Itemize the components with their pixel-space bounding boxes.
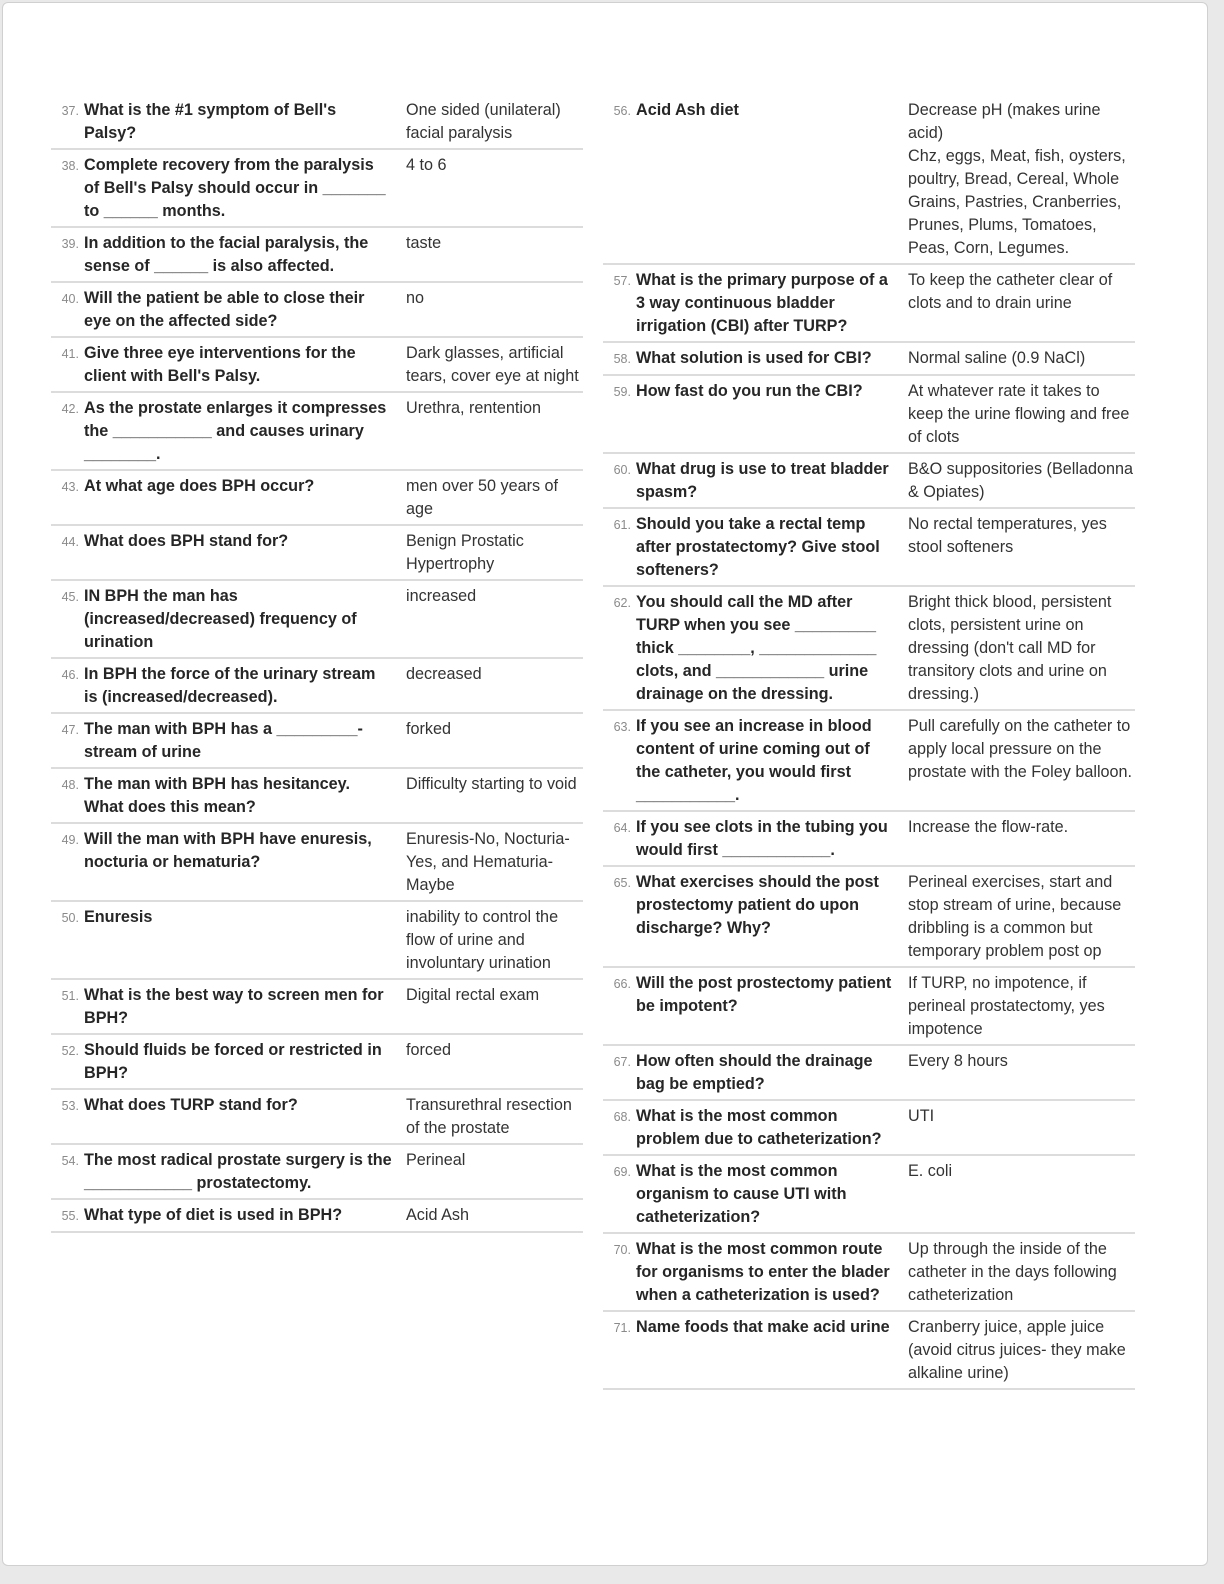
card-number: 68. — [613, 1110, 631, 1124]
card-answer-line: Pull carefully on the catheter to apply local pressure on the prostate with the Foley balloon. — [908, 717, 1133, 781]
card-answer — [406, 906, 583, 975]
card-question: Give three eye interventions for the client with Bell's Palsy. — [84, 344, 356, 385]
card-number: 51. — [61, 989, 79, 1003]
card-question: Will the man with BPH have enuresis, nocturia or hematuria? — [84, 830, 372, 871]
card-answer — [406, 1204, 583, 1228]
card-question: IN BPH the man has (increased/decreased) frequency of urination — [84, 587, 357, 651]
flashcard-row — [51, 95, 583, 150]
card-answer — [406, 1094, 583, 1140]
card-answer — [908, 816, 1135, 862]
card-answer-line: UTI — [908, 1107, 935, 1125]
card-answer-line: Increase the flow-rate. — [908, 818, 1069, 836]
card-answer-line: forced — [406, 1041, 451, 1059]
card-question: In addition to the facial paralysis, the sense of ______ is also affected. — [84, 234, 369, 275]
card-question: Should you take a rectal temp after prostatectomy? Give stool softeners? — [636, 515, 880, 579]
card-answer-line: decreased — [406, 665, 482, 683]
card-number: 54. — [61, 1154, 79, 1168]
card-number: 55. — [61, 1209, 79, 1223]
card-number: 46. — [61, 668, 79, 682]
card-question: Acid Ash diet — [636, 101, 739, 119]
flashcard-page — [2, 2, 1208, 1566]
card-answer-line: E. coli — [908, 1162, 953, 1180]
card-question: The man with BPH has hesitancey. What does this mean? — [84, 775, 350, 816]
card-number: 67. — [613, 1055, 631, 1069]
card-number: 62. — [613, 596, 631, 610]
card-number: 41. — [61, 347, 79, 361]
left-column — [51, 95, 583, 1233]
card-number: 71. — [613, 1321, 631, 1335]
card-answer — [406, 663, 583, 709]
card-question: What is the primary purpose of a 3 way continuous bladder irrigation (CBI) after TURP? — [636, 271, 888, 335]
card-answer — [908, 269, 1135, 338]
flashcard-row — [51, 1035, 583, 1090]
card-number: 57. — [613, 274, 631, 288]
flashcard-row — [51, 902, 583, 980]
card-number: 37. — [61, 104, 79, 118]
card-question: What solution is used for CBI? — [636, 349, 872, 367]
card-answer-line: Perineal exercises, start and stop stream of urine, because dribbling is a common but temporary problem post op — [908, 873, 1122, 960]
card-answer-line: inability to control the flow of urine and involuntary urination — [406, 908, 559, 972]
card-answer — [406, 530, 583, 576]
card-number: 64. — [613, 821, 631, 835]
card-number: 40. — [61, 292, 79, 306]
card-number: 63. — [613, 720, 631, 734]
card-answer — [406, 1039, 583, 1085]
flashcard-row — [51, 714, 583, 769]
card-question: What is the most common route for organisms to enter the blader when a catheterization is used? — [636, 1240, 890, 1304]
card-question: In BPH the force of the urinary stream is (increased/decreased). — [84, 665, 376, 706]
card-question: As the prostate enlarges it compresses the ___________ and causes urinary ________. — [84, 399, 387, 463]
card-question: What type of diet is used in BPH? — [84, 1206, 343, 1224]
card-question: What does BPH stand for? — [84, 532, 289, 550]
card-number: 61. — [613, 518, 631, 532]
card-answer — [908, 1316, 1135, 1385]
card-answer — [908, 1160, 1135, 1229]
card-answer — [406, 718, 583, 764]
card-answer-line: men over 50 years of age — [406, 477, 559, 518]
flashcard-row — [603, 711, 1135, 812]
card-number: 52. — [61, 1044, 79, 1058]
card-number: 43. — [61, 480, 79, 494]
card-answer-line: Chz, eggs, Meat, fish, oysters, poultry, Bread, Cereal, Whole Grains, Pastries, Cranberries, Prunes, Plums, Tomatoes, Peas, Corn, Legumes. — [908, 147, 1126, 257]
card-number: 38. — [61, 159, 79, 173]
card-question: What is the most common organism to cause UTI with catheterization? — [636, 1162, 847, 1226]
flashcard-row — [51, 526, 583, 581]
flashcard-row — [603, 1156, 1135, 1234]
flashcard-row — [603, 1046, 1135, 1101]
flashcard-row — [603, 95, 1135, 265]
card-answer — [908, 871, 1135, 963]
card-answer-line: Up through the inside of the catheter in the days following catheterization — [908, 1240, 1117, 1304]
card-answer-line: Every 8 hours — [908, 1052, 1008, 1070]
card-answer — [406, 585, 583, 654]
card-answer-line: Digital rectal exam — [406, 986, 540, 1004]
flashcard-row — [51, 471, 583, 526]
flashcard-row — [603, 587, 1135, 711]
flashcard-row — [603, 812, 1135, 867]
card-answer-line: Urethra, rentention — [406, 399, 541, 417]
card-number: 45. — [61, 590, 79, 604]
card-answer-line: forked — [406, 720, 451, 738]
card-question: What does TURP stand for? — [84, 1096, 298, 1114]
card-number: 48. — [61, 778, 79, 792]
card-question: If you see clots in the tubing you would first ____________. — [636, 818, 888, 859]
flashcard-row — [603, 968, 1135, 1046]
card-answer — [406, 773, 583, 819]
card-answer — [908, 1050, 1135, 1096]
card-question: At what age does BPH occur? — [84, 477, 315, 495]
card-number: 53. — [61, 1099, 79, 1113]
card-answer — [406, 287, 583, 333]
card-answer-line: Transurethral resection of the prostate — [406, 1096, 572, 1137]
card-answer-line: If TURP, no impotence, if perineal prostatectomy, yes impotence — [908, 974, 1105, 1038]
card-question: The most radical prostate surgery is the ____________ prostatectomy. — [84, 1151, 392, 1192]
card-question: How fast do you run the CBI? — [636, 382, 863, 400]
card-question: How often should the drainage bag be emptied? — [636, 1052, 873, 1093]
card-answer — [908, 1105, 1135, 1151]
card-number: 66. — [613, 977, 631, 991]
card-answer-line: Dark glasses, artificial tears, cover eye at night — [406, 344, 579, 385]
flashcard-row — [603, 1101, 1135, 1156]
flashcard-row — [51, 393, 583, 471]
card-answer-line: B&O suppositories (Belladonna & Opiates) — [908, 460, 1133, 501]
card-number: 49. — [61, 833, 79, 847]
card-question: What is the #1 symptom of Bell's Palsy? — [84, 101, 337, 142]
card-number: 56. — [613, 104, 631, 118]
card-number: 69. — [613, 1165, 631, 1179]
card-answer — [406, 99, 583, 145]
flashcard-row — [603, 1312, 1135, 1390]
card-answer — [406, 342, 583, 388]
card-number: 70. — [613, 1243, 631, 1257]
card-answer-line: No rectal temperatures, yes stool softeners — [908, 515, 1107, 556]
card-question: If you see an increase in blood content of urine coming out of the catheter, you would first ___________. — [636, 717, 872, 804]
flashcard-row — [603, 509, 1135, 587]
card-question: The man with BPH has a _________-stream of urine — [84, 720, 363, 761]
card-answer — [908, 99, 1135, 260]
card-answer — [908, 591, 1135, 706]
flashcard-row — [51, 1200, 583, 1233]
card-answer-line: At whatever rate it takes to keep the urine flowing and free of clots — [908, 382, 1130, 446]
flashcard-row — [603, 265, 1135, 343]
card-answer-line: Enuresis-No, Nocturia-Yes, and Hematuria-Maybe — [406, 830, 570, 894]
card-question: Will the post prostectomy patient be impotent? — [636, 974, 892, 1015]
card-question: Should fluids be forced or restricted in BPH? — [84, 1041, 382, 1082]
card-answer — [908, 347, 1135, 371]
card-answer-line: One sided (unilateral) facial paralysis — [406, 101, 561, 142]
card-answer-line: Benign Prostatic Hypertrophy — [406, 532, 524, 573]
card-answer — [406, 232, 583, 278]
card-answer-line: Acid Ash — [406, 1206, 469, 1224]
card-answer — [908, 972, 1135, 1041]
card-question: What is the best way to screen men for BPH? — [84, 986, 384, 1027]
flashcard-row — [603, 454, 1135, 509]
card-question: Complete recovery from the paralysis of Bell's Palsy should occur in _______ to ______ months. — [84, 156, 386, 220]
card-answer — [908, 458, 1135, 504]
card-answer-line: To keep the catheter clear of clots and to drain urine — [908, 271, 1113, 312]
card-answer — [406, 984, 583, 1030]
card-number: 60. — [613, 463, 631, 477]
card-number: 47. — [61, 723, 79, 737]
card-answer-line: taste — [406, 234, 442, 252]
card-question: You should call the MD after TURP when you see _________ thick ________, _____________ clots, and ____________ urine drainage on the dressing. — [636, 593, 877, 703]
flashcard-row — [603, 343, 1135, 376]
flashcard-row — [51, 150, 583, 228]
card-answer — [908, 715, 1135, 807]
flashcard-row — [51, 769, 583, 824]
flashcard-row — [603, 376, 1135, 454]
card-number: 59. — [613, 385, 631, 399]
right-column — [603, 95, 1135, 1390]
flashcard-row — [51, 338, 583, 393]
flashcard-row — [51, 824, 583, 902]
card-question: What exercises should the post prostectomy patient do upon discharge? Why? — [636, 873, 879, 937]
flashcard-row — [603, 1234, 1135, 1312]
flashcard-row — [51, 228, 583, 283]
card-answer-line: 4 to 6 — [406, 156, 447, 174]
card-answer — [406, 475, 583, 521]
card-question: What drug is use to treat bladder spasm? — [636, 460, 889, 501]
card-answer — [406, 828, 583, 897]
card-question: What is the most common problem due to catheterization? — [636, 1107, 882, 1148]
card-answer-line: no — [406, 289, 425, 307]
card-number: 50. — [61, 911, 79, 925]
card-answer-line: Bright thick blood, persistent clots, persistent urine on dressing (don't call MD for transitory clots and urine on dressing.) — [908, 593, 1112, 703]
card-number: 42. — [61, 402, 79, 416]
flashcard-row — [51, 1090, 583, 1145]
flashcard-row — [51, 283, 583, 338]
card-answer-line: Perineal — [406, 1151, 466, 1169]
card-question: Name foods that make acid urine — [636, 1318, 890, 1336]
card-answer-line: increased — [406, 587, 477, 605]
flashcard-row — [603, 867, 1135, 968]
card-answer-line: Normal saline (0.9 NaCl) — [908, 349, 1086, 367]
flashcard-row — [51, 581, 583, 659]
card-answer — [908, 513, 1135, 582]
card-number: 44. — [61, 535, 79, 549]
card-question: Will the patient be able to close their eye on the affected side? — [84, 289, 365, 330]
card-answer-line: Cranberry juice, apple juice (avoid citrus juices- they make alkaline urine) — [908, 1318, 1126, 1382]
card-number: 58. — [613, 352, 631, 366]
flashcard-row — [51, 980, 583, 1035]
card-answer — [908, 1238, 1135, 1307]
card-answer — [908, 380, 1135, 449]
card-answer — [406, 397, 583, 466]
card-answer-line: Difficulty starting to void — [406, 775, 577, 793]
flashcard-row — [51, 659, 583, 714]
flashcard-row — [51, 1145, 583, 1200]
card-answer — [406, 1149, 583, 1195]
card-question: Enuresis — [84, 908, 153, 926]
card-answer-line: Decrease pH (makes urine acid) — [908, 101, 1101, 142]
card-number: 65. — [613, 876, 631, 890]
card-number: 39. — [61, 237, 79, 251]
card-answer — [406, 154, 583, 223]
